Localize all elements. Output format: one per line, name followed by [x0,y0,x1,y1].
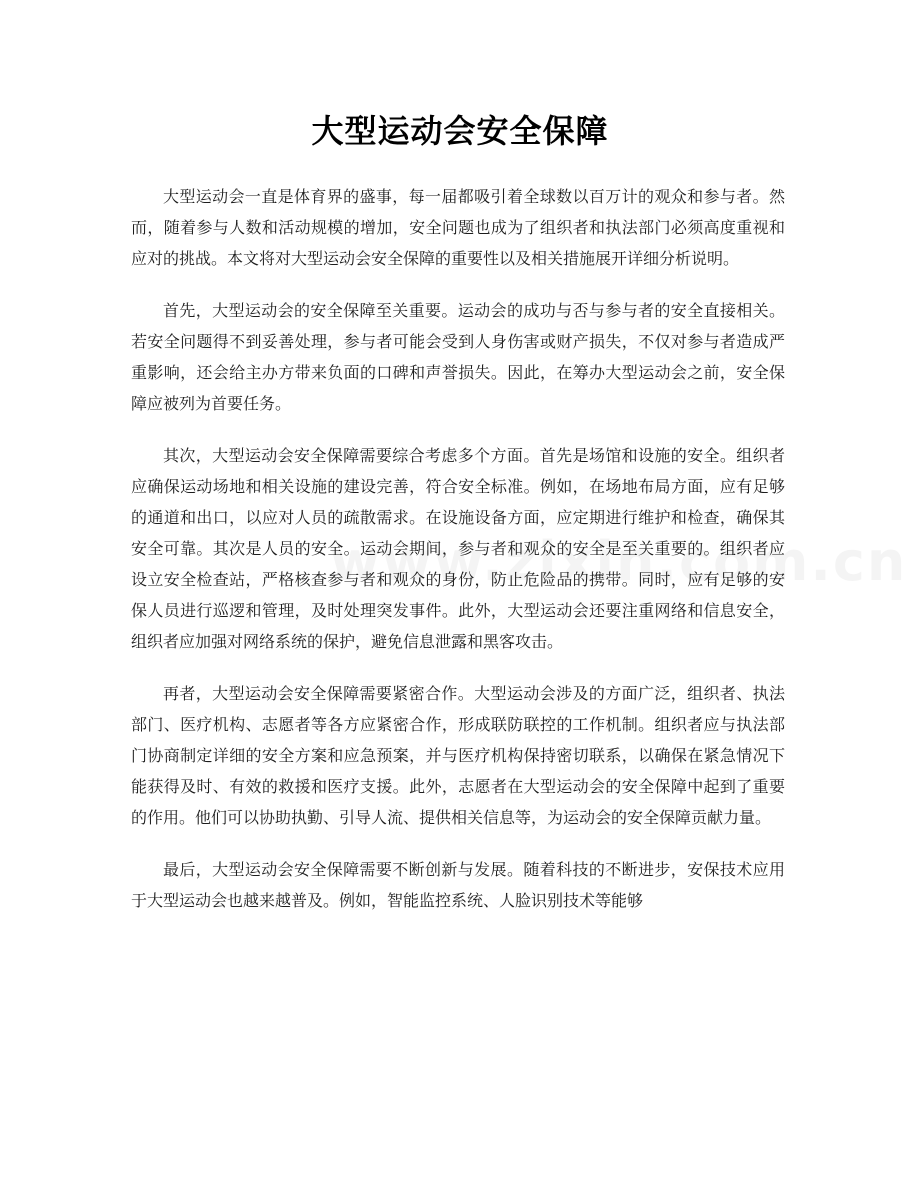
paragraph-innovation: 最后，大型运动会安全保障需要不断创新与发展。随着科技的不断进步，安保技术应用于大型运动会也越来越普及。例如，智能监控系统、人脸识别技术等能够 [131,860,785,910]
paragraph-cooperation: 再者，大型运动会安全保障需要紧密合作。大型运动会涉及的方面广泛，组织者、执法部门、医疗机构、志愿者等各方应紧密合作，形成联防联控的工作机制。组织者应与执法部门协商制定详细的安全方案和应急预案，并与医疗机构保持密切联系，以确保在紧急情况下能获得及时、有效的救援和医疗支援。此外，志愿者在大型运动会的安全保障中起到了重要的作用。他们可以协助执勤、引导人流、提供相关信息等，为运动会的安全保障贡献力量。 [131,684,785,827]
paragraph-aspects: 其次，大型运动会安全保障需要综合考虑多个方面。首先是场馆和设施的安全。组织者应确保运动场地和相关设施的建设完善，符合安全标准。例如，在场地布局方面，应有足够的通道和出口，以应对人员的疏散需求。在设施设备方面，应定期进行维护和检查，确保其安全可靠。其次是人员的安全。运动会期间，参与者和观众的安全是至关重要的。组织者应设立安全检查站，严格核查参与者和观众的身份，防止危险品的携带。同时，应有足够的安保人员进行巡逻和管理，及时处理突发事件。此外，大型运动会还要注重网络和信息安全，组织者应加强对网络系统的保护，避免信息泄露和黑客攻击。 [131,446,785,651]
paragraph-importance: 首先，大型运动会的安全保障至关重要。运动会的成功与否与参与者的安全直接相关。若安全问题得不到妥善处理，参与者可能会受到人身伤害或财产损失，不仅对参与者造成严重影响，还会给主办方带来负面的口碑和声誉损失。因此，在筹办大型运动会之前，安全保障应被列为首要任务。 [131,301,785,413]
paragraph-intro: 大型运动会一直是体育界的盛事，每一届都吸引着全球数以百万计的观众和参与者。然而，随着参与人数和活动规模的增加，安全问题也成为了组织者和执法部门必须高度重视和应对的挑战。本文将对大型运动会安全保障的重要性以及相关措施展开详细分析说明。 [131,187,785,268]
document-title: 大型运动会安全保障 [311,112,609,150]
document-body [131,181,785,937]
